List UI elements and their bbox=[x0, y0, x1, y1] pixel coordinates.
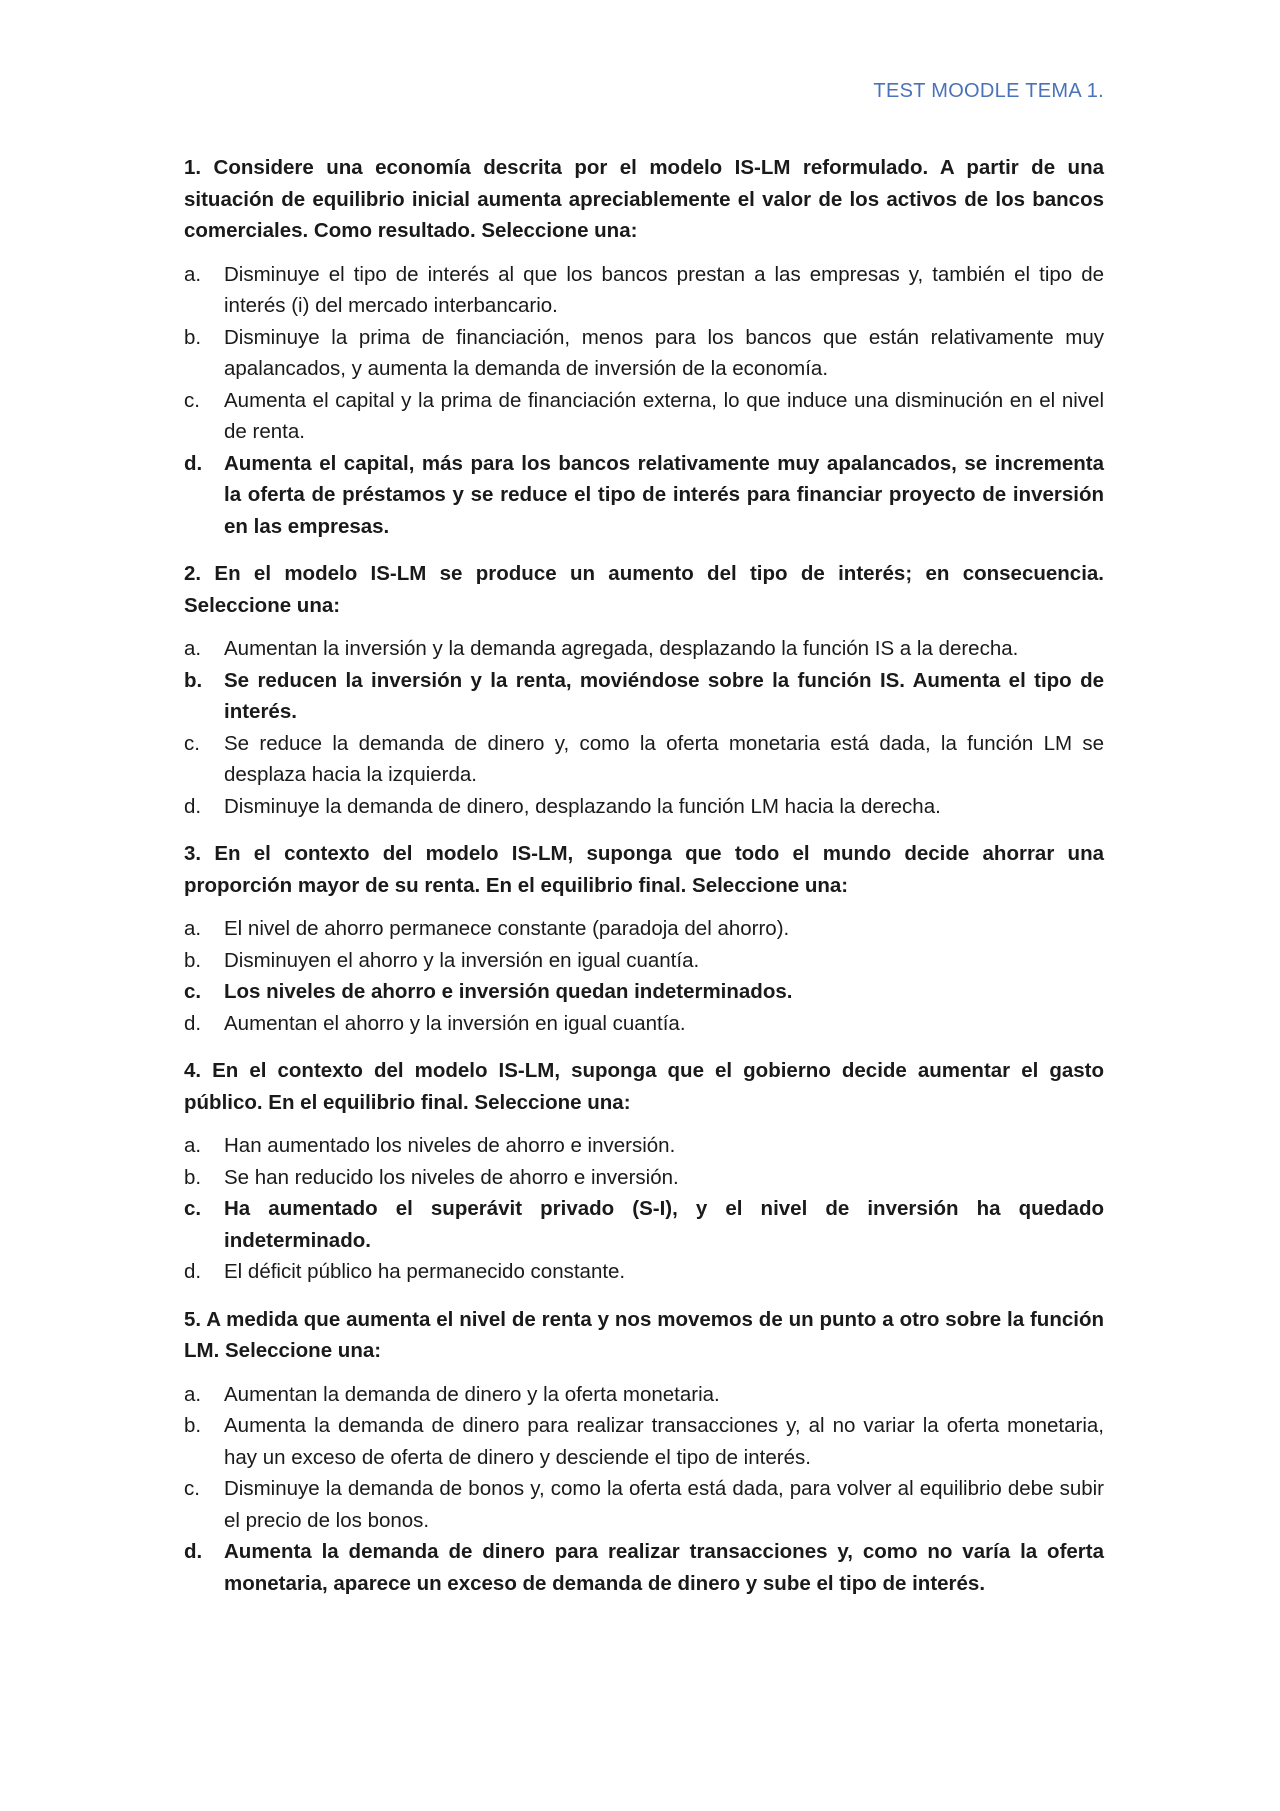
quiz-content bbox=[184, 152, 1104, 1615]
option-letter: c. bbox=[184, 731, 200, 755]
option-a bbox=[184, 633, 1104, 665]
option-letter: d. bbox=[184, 1011, 202, 1035]
option-text: Aumentan la demanda de dinero y la oferta monetaria. bbox=[224, 1382, 720, 1406]
option-list bbox=[184, 1130, 1104, 1288]
option-text: Se reducen la inversión y la renta, moviéndose sobre la función IS. Aumenta el tipo de interés. bbox=[224, 668, 1104, 723]
option-letter: c. bbox=[184, 980, 202, 1003]
question-4 bbox=[184, 1055, 1104, 1288]
option-d bbox=[184, 791, 1104, 823]
option-letter: b. bbox=[184, 1165, 202, 1189]
option-text: Ha aumentado el superávit privado (S-I), y el nivel de inversión ha quedado indeterminado. bbox=[224, 1197, 1104, 1252]
question-text: 2. En el modelo IS-LM se produce un aumento del tipo de interés; en consecuencia. Seleccione una: bbox=[184, 562, 1104, 617]
option-letter: a. bbox=[184, 1382, 202, 1406]
option-text: Se reduce la demanda de dinero y, como la oferta monetaria está dada, la función LM se desplaza hacia la izquierda. bbox=[224, 731, 1104, 786]
option-text: Han aumentado los niveles de ahorro e inversión. bbox=[224, 1134, 676, 1157]
option-letter: c. bbox=[184, 388, 200, 412]
option-letter: d. bbox=[184, 1260, 202, 1283]
option-d-correct bbox=[184, 448, 1104, 543]
option-letter: a. bbox=[184, 917, 202, 940]
option-b-correct bbox=[184, 665, 1104, 728]
option-c bbox=[184, 385, 1104, 448]
option-text: El nivel de ahorro permanece constante (paradoja del ahorro). bbox=[224, 917, 790, 940]
option-letter: a. bbox=[184, 637, 202, 660]
option-list bbox=[184, 259, 1104, 543]
option-letter: b. bbox=[184, 668, 203, 692]
option-d-correct bbox=[184, 1536, 1104, 1599]
option-c bbox=[184, 728, 1104, 791]
option-letter: a. bbox=[184, 1134, 202, 1157]
running-header: TEST MOODLE TEMA 1. bbox=[873, 80, 1104, 102]
question-3 bbox=[184, 838, 1104, 1039]
question-5 bbox=[184, 1304, 1104, 1600]
option-text: Aumentan el ahorro y la inversión en igual cuantía. bbox=[224, 1011, 686, 1035]
option-list bbox=[184, 1379, 1104, 1600]
option-d bbox=[184, 1008, 1104, 1040]
option-text: Aumenta la demanda de dinero para realizar transacciones y, como no varía la oferta monetaria, aparece un exceso de demanda de dinero y sube el tipo de interés. bbox=[224, 1540, 1104, 1595]
option-b bbox=[184, 945, 1104, 977]
option-text: Disminuye la prima de financiación, menos para los bancos que están relativamente muy apalancados, y aumenta la demanda de inversión de la economía. bbox=[224, 325, 1104, 380]
option-text: Disminuye la demanda de bonos y, como la oferta está dada, para volver al equilibrio debe subir el precio de los bonos. bbox=[224, 1477, 1104, 1532]
question-text: 1. Considere una economía descrita por el modelo IS-LM reformulado. A partir de una situación de equilibrio inicial aumenta apreciablemente el valor de los activos de los bancos comerciales. Como resultado. Seleccione una: bbox=[184, 156, 1104, 242]
option-text: Disminuye el tipo de interés al que los bancos prestan a las empresas y, también el tipo de interés (i) del mercado interbancario. bbox=[224, 262, 1104, 317]
option-a bbox=[184, 1379, 1104, 1411]
question-2 bbox=[184, 558, 1104, 822]
option-c-correct bbox=[184, 976, 1104, 1008]
question-text: 5. A medida que aumenta el nivel de renta y nos movemos de un punto a otro sobre la función LM. Seleccione una: bbox=[184, 1307, 1104, 1362]
option-text: Aumentan la inversión y la demanda agregada, desplazando la función IS a la derecha. bbox=[224, 637, 1019, 660]
option-b bbox=[184, 1410, 1104, 1473]
option-text: Disminuyen el ahorro y la inversión en igual cuantía. bbox=[224, 948, 700, 972]
option-d bbox=[184, 1256, 1104, 1288]
question-text: 3. En el contexto del modelo IS-LM, suponga que todo el mundo decide ahorrar una proporción mayor de su renta. En el equilibrio final. Seleccione una: bbox=[184, 842, 1104, 897]
option-b bbox=[184, 1162, 1104, 1194]
option-letter: d. bbox=[184, 451, 203, 475]
option-letter: b. bbox=[184, 1414, 202, 1437]
option-text: Aumenta la demanda de dinero para realizar transacciones y, al no variar la oferta monetaria, hay un exceso de oferta de dinero y desciende el tipo de interés. bbox=[224, 1414, 1104, 1469]
option-text: Disminuye la demanda de dinero, desplazando la función LM hacia la derecha. bbox=[224, 794, 941, 818]
option-text: Aumenta el capital, más para los bancos relativamente muy apalancados, se incrementa la oferta de préstamos y se reduce el tipo de interés para financiar proyecto de inversión en las empresas. bbox=[224, 451, 1104, 538]
option-c-correct bbox=[184, 1193, 1104, 1256]
option-letter: b. bbox=[184, 325, 202, 349]
question-text: 4. En el contexto del modelo IS-LM, suponga que el gobierno decide aumentar el gasto público. En el equilibrio final. Seleccione una: bbox=[184, 1059, 1104, 1114]
option-letter: d. bbox=[184, 794, 202, 818]
option-text: Los niveles de ahorro e inversión quedan indeterminados. bbox=[224, 980, 793, 1003]
option-b bbox=[184, 322, 1104, 385]
option-letter: c. bbox=[184, 1197, 202, 1220]
option-letter: d. bbox=[184, 1540, 203, 1563]
option-letter: c. bbox=[184, 1477, 200, 1500]
option-list bbox=[184, 633, 1104, 822]
option-list bbox=[184, 913, 1104, 1039]
option-c bbox=[184, 1473, 1104, 1536]
option-a bbox=[184, 1130, 1104, 1162]
option-letter: b. bbox=[184, 948, 202, 972]
option-text: Aumenta el capital y la prima de financiación externa, lo que induce una disminución en el nivel de renta. bbox=[224, 388, 1104, 443]
option-letter: a. bbox=[184, 262, 202, 286]
question-1 bbox=[184, 152, 1104, 542]
option-a bbox=[184, 913, 1104, 945]
option-text: Se han reducido los niveles de ahorro e inversión. bbox=[224, 1165, 679, 1189]
option-a bbox=[184, 259, 1104, 322]
option-text: El déficit público ha permanecido constante. bbox=[224, 1260, 626, 1283]
